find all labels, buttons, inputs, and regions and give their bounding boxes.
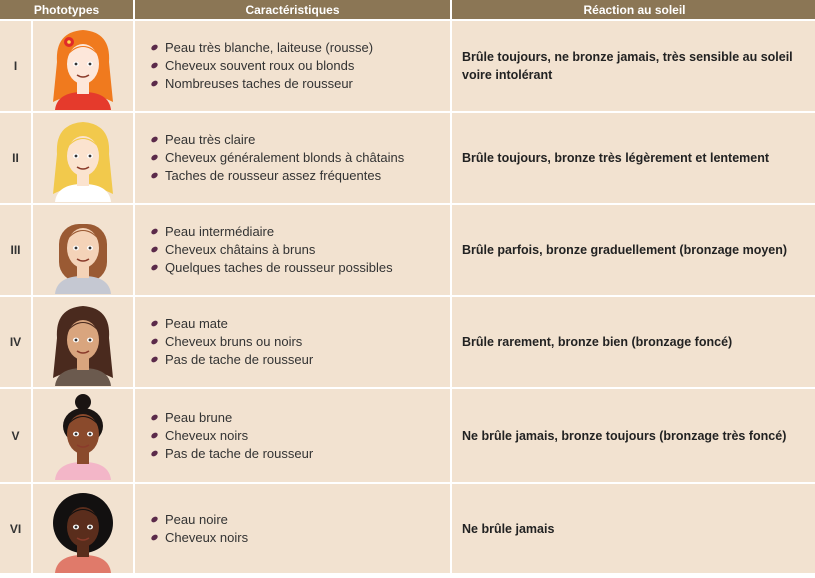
bullet-icon bbox=[150, 355, 159, 363]
trait-text: Cheveux châtains à bruns bbox=[165, 242, 316, 257]
trait-item bbox=[149, 511, 450, 529]
phototype-row bbox=[0, 297, 815, 387]
phototype-number: II bbox=[0, 113, 31, 203]
bullet-icon bbox=[150, 337, 159, 345]
bullet-icon bbox=[150, 449, 159, 457]
trait-text: Cheveux noirs bbox=[165, 529, 249, 545]
header-traits: Caractéristiques bbox=[135, 0, 450, 19]
bullet-icon bbox=[150, 515, 159, 523]
header-reaction: Réaction au soleil bbox=[452, 0, 815, 19]
sun-reaction: Brûle toujours, bronze très légèrement et lentement bbox=[452, 113, 815, 203]
traits-list bbox=[149, 131, 450, 185]
traits-list bbox=[149, 39, 450, 93]
trait-item bbox=[149, 409, 450, 427]
trait-item bbox=[149, 57, 450, 75]
bullet-icon bbox=[150, 79, 159, 87]
traits-cell bbox=[135, 113, 450, 203]
trait-text: Peau très claire bbox=[165, 132, 256, 147]
bullet-icon bbox=[150, 61, 159, 69]
portrait-illustration bbox=[33, 206, 133, 294]
trait-item bbox=[149, 131, 450, 149]
bullet-icon bbox=[150, 227, 159, 235]
traits-cell bbox=[135, 484, 450, 573]
portrait-illustration bbox=[33, 392, 133, 480]
traits-cell bbox=[135, 389, 450, 482]
trait-text: Peau très blanche, laiteuse (rousse) bbox=[165, 40, 374, 55]
header-phototypes: Phototypes bbox=[0, 0, 133, 19]
trait-text: Cheveux bruns ou noirs bbox=[165, 334, 303, 349]
trait-item bbox=[149, 427, 450, 445]
trait-text: Taches de rousseur assez fréquentes bbox=[165, 168, 382, 183]
portrait-cell bbox=[33, 297, 133, 387]
bullet-icon bbox=[150, 263, 159, 271]
trait-item bbox=[149, 167, 450, 185]
sun-reaction: Brûle toujours, ne bronze jamais, très sensible au soleil voire intolérant bbox=[452, 21, 815, 111]
portrait-cell bbox=[33, 113, 133, 203]
bullet-icon bbox=[150, 533, 159, 541]
phototype-row bbox=[0, 21, 815, 111]
trait-text: Peau brune bbox=[165, 409, 233, 425]
trait-item bbox=[149, 445, 450, 463]
trait-item bbox=[149, 259, 450, 277]
phototype-number: IV bbox=[0, 297, 31, 387]
bullet-icon bbox=[150, 153, 159, 161]
trait-text: Peau intermédiaire bbox=[165, 224, 275, 239]
bullet-icon bbox=[150, 135, 159, 143]
trait-text: Quelques taches de rousseur possibles bbox=[165, 260, 393, 275]
traits-list bbox=[149, 409, 450, 463]
bullet-icon bbox=[150, 319, 159, 327]
trait-item bbox=[149, 351, 450, 369]
trait-item bbox=[149, 333, 450, 351]
portrait-illustration bbox=[33, 114, 133, 202]
phototype-row bbox=[0, 113, 815, 203]
portrait-illustration bbox=[33, 298, 133, 386]
trait-item bbox=[149, 315, 450, 333]
phototype-row bbox=[0, 484, 815, 573]
bullet-icon bbox=[150, 431, 159, 439]
trait-text: Cheveux souvent roux ou blonds bbox=[165, 58, 355, 73]
traits-cell bbox=[135, 205, 450, 295]
sun-reaction: Ne brûle jamais bbox=[452, 484, 815, 573]
trait-text: Nombreuses taches de rousseur bbox=[165, 76, 353, 91]
trait-item bbox=[149, 39, 450, 57]
portrait-cell bbox=[33, 21, 133, 111]
phototype-number: VI bbox=[0, 484, 31, 573]
phototype-row bbox=[0, 205, 815, 295]
sun-reaction: Brûle rarement, bronze bien (bronzage foncé) bbox=[452, 297, 815, 387]
trait-text: Pas de tache de rousseur bbox=[165, 445, 314, 461]
portrait-illustration bbox=[33, 485, 133, 573]
traits-list bbox=[149, 223, 450, 277]
trait-text: Pas de tache de rousseur bbox=[165, 352, 314, 367]
sun-reaction: Ne brûle jamais, bronze toujours (bronzage très foncé) bbox=[452, 389, 815, 482]
traits-list bbox=[149, 511, 450, 547]
trait-text: Cheveux généralement blonds à châtains bbox=[165, 150, 405, 165]
trait-text: Cheveux noirs bbox=[165, 427, 249, 443]
trait-item bbox=[149, 529, 450, 547]
traits-list bbox=[149, 315, 450, 369]
bullet-icon bbox=[150, 171, 159, 179]
portrait-illustration bbox=[33, 22, 133, 110]
trait-item bbox=[149, 75, 450, 93]
trait-item bbox=[149, 241, 450, 259]
trait-item bbox=[149, 223, 450, 241]
portrait-cell bbox=[33, 484, 133, 573]
trait-item bbox=[149, 149, 450, 167]
phototype-row bbox=[0, 389, 815, 482]
traits-cell bbox=[135, 297, 450, 387]
phototype-number: III bbox=[0, 205, 31, 295]
bullet-icon bbox=[150, 245, 159, 253]
sun-reaction: Brûle parfois, bronze graduellement (bronzage moyen) bbox=[452, 205, 815, 295]
traits-cell bbox=[135, 21, 450, 111]
phototype-number: V bbox=[0, 389, 31, 482]
trait-text: Peau noire bbox=[165, 511, 228, 527]
portrait-cell bbox=[33, 389, 133, 482]
bullet-icon bbox=[150, 43, 159, 51]
portrait-cell bbox=[33, 205, 133, 295]
bullet-icon bbox=[150, 413, 159, 421]
phototype-number: I bbox=[0, 21, 31, 111]
trait-text: Peau mate bbox=[165, 316, 228, 331]
